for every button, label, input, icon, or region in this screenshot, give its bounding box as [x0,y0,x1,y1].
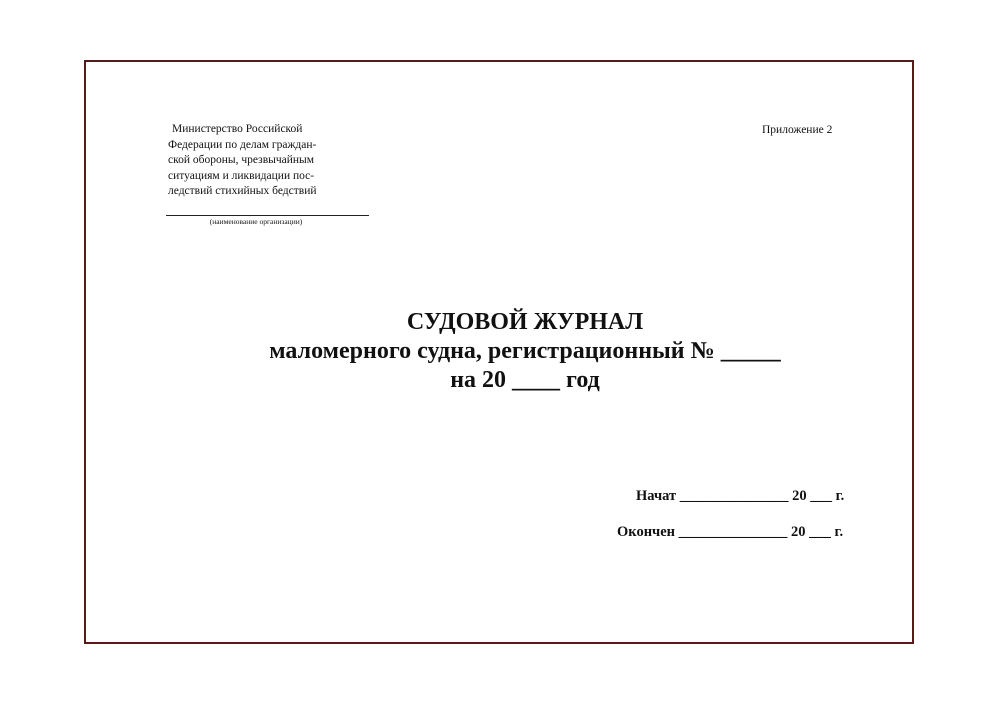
ministry-line-3: ской обороны, чрезвычайным [168,154,315,166]
title-line-1: СУДОВОЙ ЖУРНАЛ [406,309,644,335]
ended-date-row: Окончен _______________ 20 ___ г. [617,524,844,540]
started-date-row: Начат _______________ 20 ___ г. [636,488,845,504]
ministry-line-1: Министерство Российской [172,123,303,135]
organization-name-caption: (наименование организации) [209,217,303,226]
title-line-3: на 20 ____ год [450,367,600,393]
ministry-line-2: Федерации по делам граждан- [168,138,317,151]
journal-title [0,308,1000,395]
appendix-label: Приложение 2 [762,124,833,136]
title-line-2: маломерного судна, регистрационный № _____ [269,338,781,364]
ministry-block [168,122,343,200]
organization-name-line [166,215,369,216]
ministry-line-5: ледствий стихийных бедствий [168,185,317,197]
ministry-line-4: ситуациям и ликвидации пос- [168,169,315,182]
